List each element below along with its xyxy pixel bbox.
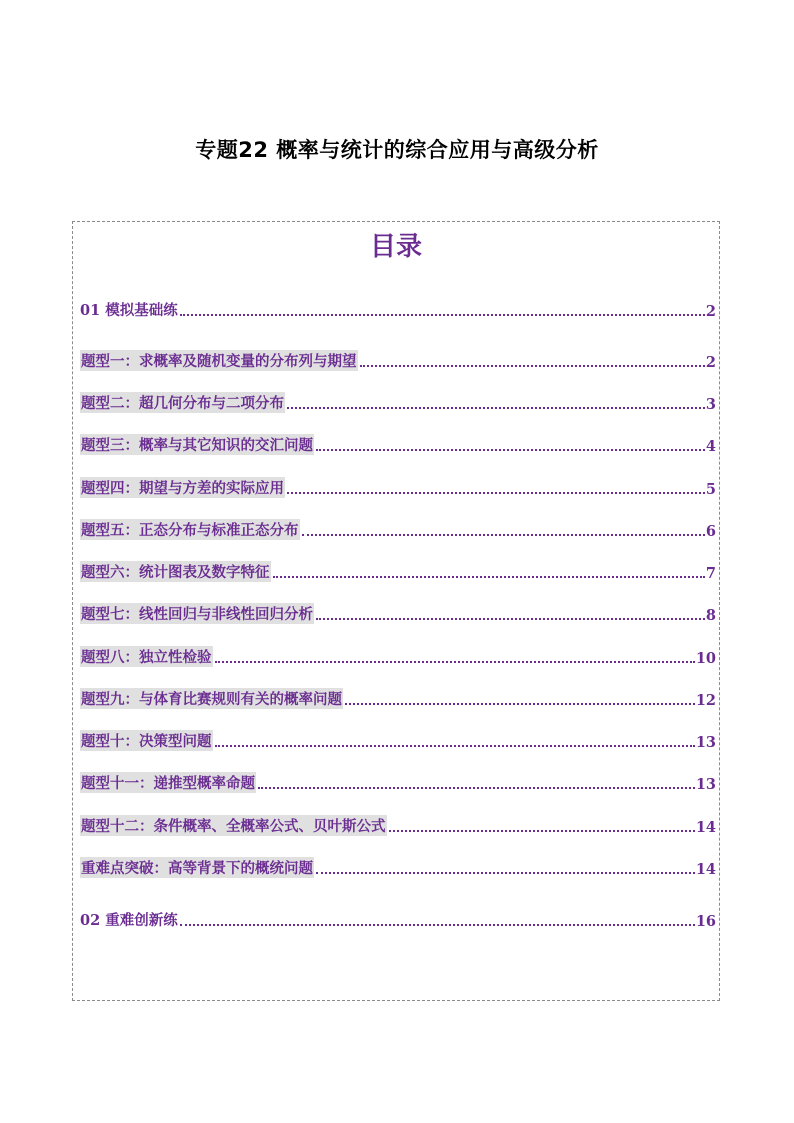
toc-item-8[interactable] [80, 645, 716, 667]
toc-item-label: 题型一：求概率及随机变量的分布列与期望 [80, 350, 358, 371]
toc-section-basic[interactable] [80, 298, 716, 320]
dot-leader [273, 576, 705, 578]
dot-leader [287, 407, 705, 409]
dot-leader [287, 492, 705, 494]
toc-page-number: 3 [705, 396, 716, 413]
toc-page-number: 10 [695, 650, 716, 667]
toc-item-label: 题型十二：条件概率、全概率公式、贝叶斯公式 [80, 815, 387, 836]
dot-leader [180, 924, 695, 926]
toc-item-label: 题型十一：递推型概率命题 [80, 772, 256, 793]
toc-page-number: 13 [695, 734, 716, 751]
toc-page-number: 16 [695, 913, 716, 930]
dot-leader [316, 618, 705, 620]
toc-item-label: 题型三：概率与其它知识的交汇问题 [80, 434, 314, 455]
toc-item-label: 题型六：统计图表及数字特征 [80, 561, 271, 582]
toc-page-number: 4 [705, 438, 716, 455]
dot-leader [316, 872, 695, 874]
toc-item-label: 题型八：独立性检验 [80, 646, 213, 667]
toc-section-label: 02 重难创新练 [80, 912, 178, 929]
toc-page-number: 12 [695, 692, 716, 709]
dot-leader [389, 830, 695, 832]
toc-page-number: 2 [705, 303, 716, 320]
dot-leader [302, 534, 705, 536]
dot-leader [360, 365, 705, 367]
dot-leader [316, 449, 705, 451]
dot-leader [345, 703, 695, 705]
document-title: 专题22 概率与统计的综合应用与高级分析 [195, 138, 599, 162]
toc-item-4[interactable] [80, 476, 716, 498]
toc-item-2[interactable] [80, 391, 716, 413]
toc-item-12[interactable] [80, 814, 716, 836]
toc-section-label: 01 模拟基础练 [80, 302, 178, 319]
toc-section-advanced[interactable] [80, 908, 716, 930]
table-of-contents [72, 221, 720, 1001]
toc-page-number: 14 [695, 861, 716, 878]
toc-item-label: 题型二：超几何分布与二项分布 [80, 392, 285, 413]
toc-item-11[interactable] [80, 771, 716, 793]
toc-item-label: 题型十：决策型问题 [80, 730, 213, 751]
toc-item-7[interactable] [80, 602, 716, 624]
toc-item-5[interactable] [80, 518, 716, 540]
dot-leader [258, 787, 695, 789]
toc-item-9[interactable] [80, 687, 716, 709]
toc-item-3[interactable] [80, 433, 716, 455]
toc-item-label: 题型七：线性回归与非线性回归分析 [80, 603, 314, 624]
toc-page-number: 5 [705, 481, 716, 498]
toc-page-number: 8 [705, 607, 716, 624]
toc-page-number: 2 [705, 354, 716, 371]
dot-leader [180, 314, 705, 316]
toc-item-1[interactable] [80, 349, 716, 371]
toc-item-10[interactable] [80, 729, 716, 751]
dot-leader [215, 745, 695, 747]
toc-item-label: 题型五：正态分布与标准正态分布 [80, 519, 300, 540]
toc-page-number: 13 [695, 776, 716, 793]
toc-item-label: 题型四：期望与方差的实际应用 [80, 477, 285, 498]
toc-heading: 目录 [369, 232, 422, 262]
toc-item-13[interactable] [80, 856, 716, 878]
toc-page-number: 7 [705, 565, 716, 582]
toc-item-6[interactable] [80, 560, 716, 582]
toc-item-label: 题型九：与体育比赛规则有关的概率问题 [80, 688, 343, 709]
toc-page-number: 6 [705, 523, 716, 540]
toc-item-label: 重难点突破：高等背景下的概统问题 [80, 857, 314, 878]
dot-leader [215, 661, 695, 663]
toc-page-number: 14 [695, 819, 716, 836]
